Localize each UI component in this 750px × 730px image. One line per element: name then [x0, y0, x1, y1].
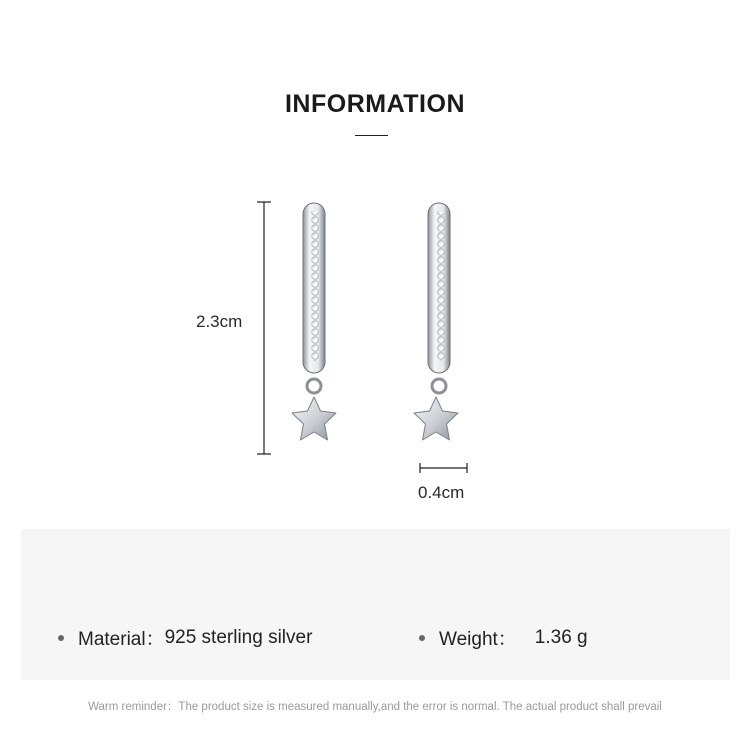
weight-value: 1.36 g [534, 626, 588, 648]
bullet-icon [419, 635, 425, 641]
width-dimension-line [420, 463, 467, 473]
info-panel [21, 529, 730, 680]
height-dimension-label: 2.3cm [196, 312, 243, 331]
height-dimension-line [257, 202, 271, 454]
material-value: 925 sterling silver [164, 626, 313, 648]
weight-label: Weight： [439, 629, 517, 650]
warm-reminder: Warm reminder：The product size is measured manually,and the error is normal. The actual product shall prevail [88, 701, 662, 713]
spec-weight [419, 624, 588, 651]
spec-material [58, 624, 312, 651]
width-dimension-label: 0.4cm [418, 483, 465, 502]
page-title: INFORMATION [284, 90, 465, 118]
left-earring [292, 203, 336, 440]
right-earring [414, 203, 458, 440]
bullet-icon [58, 635, 64, 641]
material-label: Material： [78, 629, 165, 650]
